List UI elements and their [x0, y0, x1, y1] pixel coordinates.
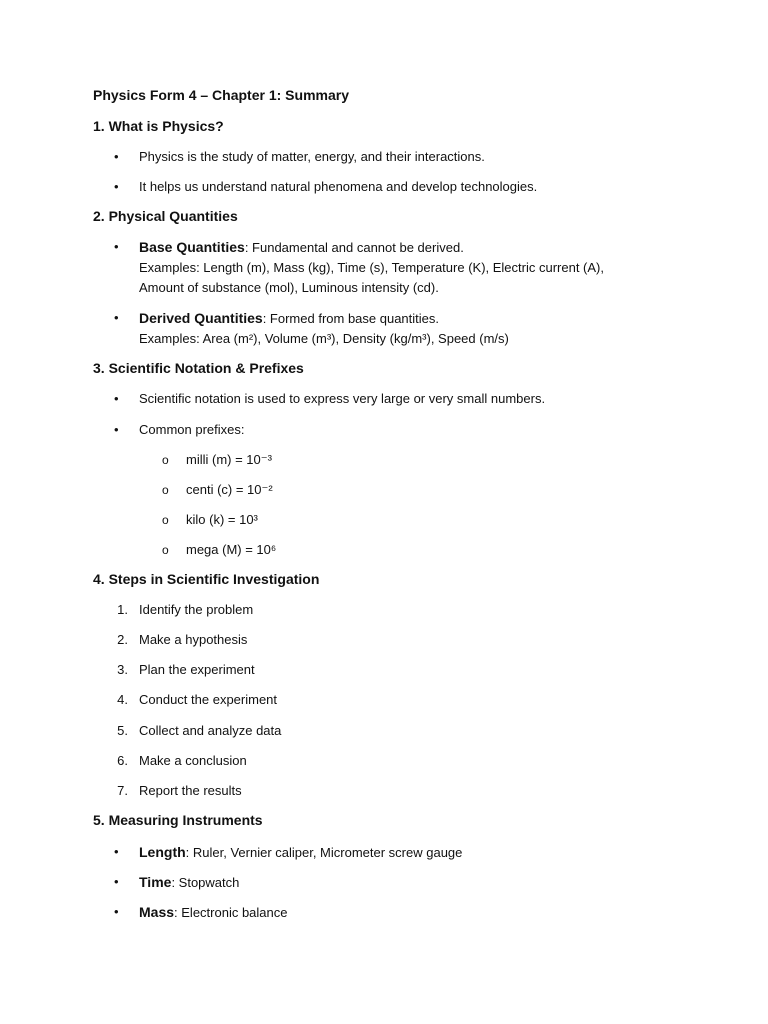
term-time: Time: [139, 874, 172, 890]
step-number: 7.: [117, 783, 128, 798]
bullet-marker: •: [114, 239, 119, 254]
list-item: It helps us understand natural phenomena and develop technologies.: [139, 179, 538, 194]
term-description: : Fundamental and cannot be derived.: [244, 240, 464, 255]
step-number: 1.: [117, 602, 128, 617]
bullet-marker: •: [114, 422, 119, 437]
examples-line: Examples: Length (m), Mass (kg), Time (s), Temperature (K), Electric current (A),: [139, 260, 604, 275]
step-item: Collect and analyze data: [139, 723, 282, 738]
section-heading-physical-quantities: 2. Physical Quantities: [93, 208, 238, 224]
section-heading-measuring-instruments: 5. Measuring Instruments: [93, 812, 263, 828]
list-item-base-quantities: [139, 237, 464, 259]
prefix-item-kilo: kilo (k) = 10³: [186, 512, 258, 527]
list-item: Physics is the study of matter, energy, and their interactions.: [139, 149, 485, 164]
term-mass: Mass: [139, 904, 175, 920]
prefix-item-centi: centi (c) = 10⁻²: [186, 482, 273, 497]
prefix-item-milli: milli (m) = 10⁻³: [186, 452, 272, 467]
list-item-derived-quantities: [139, 308, 439, 330]
term-description: : Electronic balance: [174, 905, 288, 920]
term-length: Length: [139, 844, 186, 860]
sub-bullet-marker: o: [162, 513, 169, 527]
term-derived-quantities: Derived Quantities: [139, 310, 263, 326]
list-item-length: [139, 842, 462, 864]
list-item: Scientific notation is used to express very large or very small numbers.: [139, 391, 546, 406]
examples-line: Amount of substance (mol), Luminous intensity (cd).: [139, 280, 439, 295]
step-number: 3.: [117, 662, 128, 677]
bullet-marker: •: [114, 310, 119, 325]
bullet-marker: •: [114, 844, 119, 859]
bullet-marker: •: [114, 179, 119, 194]
term-base-quantities: Base Quantities: [139, 239, 245, 255]
sub-bullet-marker: o: [162, 543, 169, 557]
sub-bullet-marker: o: [162, 453, 169, 467]
section-heading-what-is-physics: 1. What is Physics?: [93, 118, 224, 134]
step-item: Make a conclusion: [139, 753, 247, 768]
term-description: : Stopwatch: [171, 875, 240, 890]
bullet-marker: •: [114, 391, 119, 406]
examples-line: Examples: Area (m²), Volume (m³), Density (kg/m³), Speed (m/s): [139, 331, 509, 346]
step-number: 2.: [117, 632, 128, 647]
document-title: Physics Form 4 – Chapter 1: Summary: [93, 87, 349, 103]
step-number: 4.: [117, 692, 128, 707]
step-number: 6.: [117, 753, 128, 768]
section-heading-scientific-notation: 3. Scientific Notation & Prefixes: [93, 360, 304, 376]
sub-bullet-marker: o: [162, 483, 169, 497]
step-item: Conduct the experiment: [139, 692, 278, 707]
bullet-marker: •: [114, 149, 119, 164]
list-item-time: [139, 872, 239, 894]
step-item: Make a hypothesis: [139, 632, 248, 647]
step-number: 5.: [117, 723, 128, 738]
step-item: Report the results: [139, 783, 242, 798]
bullet-marker: •: [114, 904, 119, 919]
term-description: : Ruler, Vernier caliper, Micrometer screw gauge: [185, 845, 463, 860]
list-item-mass: [139, 902, 287, 924]
bullet-marker: •: [114, 874, 119, 889]
term-description: : Formed from base quantities.: [262, 311, 440, 326]
section-heading-steps: 4. Steps in Scientific Investigation: [93, 571, 320, 587]
prefix-item-mega: mega (M) = 10⁶: [186, 542, 277, 557]
list-item: Common prefixes:: [139, 422, 245, 437]
step-item: Identify the problem: [139, 602, 254, 617]
step-item: Plan the experiment: [139, 662, 255, 677]
